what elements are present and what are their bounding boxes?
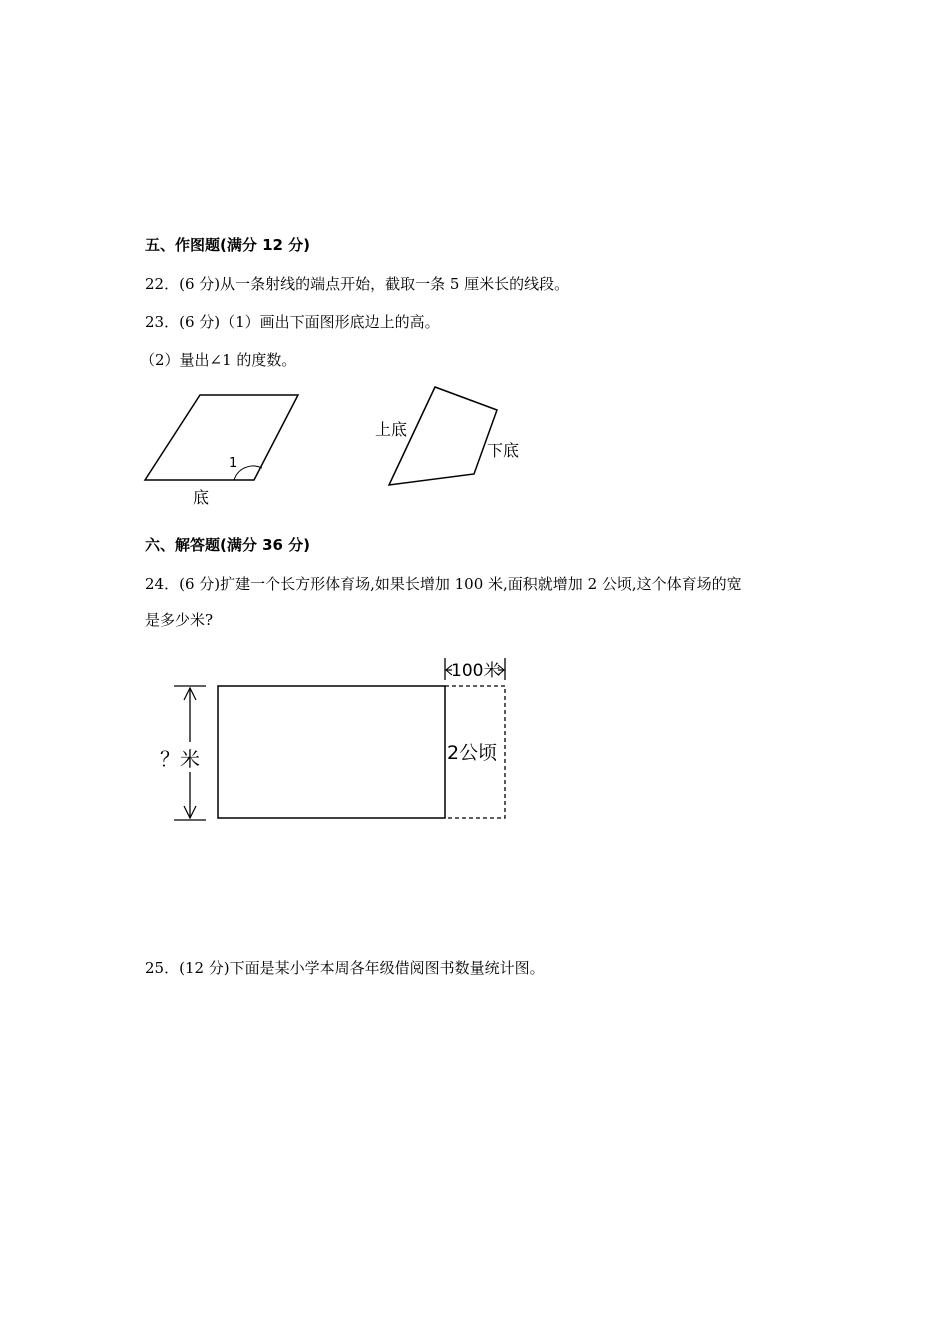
section-six-heading: 六、解答题(满分 36 分) [145, 536, 311, 554]
question-25: 25．(12 分)下面是某小学本周各年级借阅图书数量统计图。 [145, 959, 545, 977]
extension-length-label: 100米 [451, 661, 501, 681]
question-22: 22．(6 分)从一条射线的端点开始，截取一条 5 厘米长的线段。 [145, 275, 570, 293]
angle-1-label: 1 [229, 456, 238, 471]
question-24-line2: 是多少米? [145, 611, 214, 629]
section-five-heading: 五、作图题(满分 12 分) [145, 236, 311, 254]
question-24-line1: 24．(6 分)扩建一个长方形体育场,如果长增加 100 米,面积就增加 2 公顷,这个体育场的宽 [145, 575, 742, 593]
trapezoid-bottom-label: 下底 [487, 441, 520, 460]
width-label: ？米 [160, 747, 200, 771]
area-label: 2公顷 [447, 742, 498, 764]
field-rectangle [218, 686, 445, 818]
question-23-part2: （2）量出∠1 的度数。 [140, 351, 297, 369]
parallelogram-base-label: 底 [193, 488, 210, 507]
question-23: 23．(6 分)（1）画出下面图形底边上的高。 [145, 313, 440, 331]
trapezoid-top-label: 上底 [375, 420, 408, 439]
